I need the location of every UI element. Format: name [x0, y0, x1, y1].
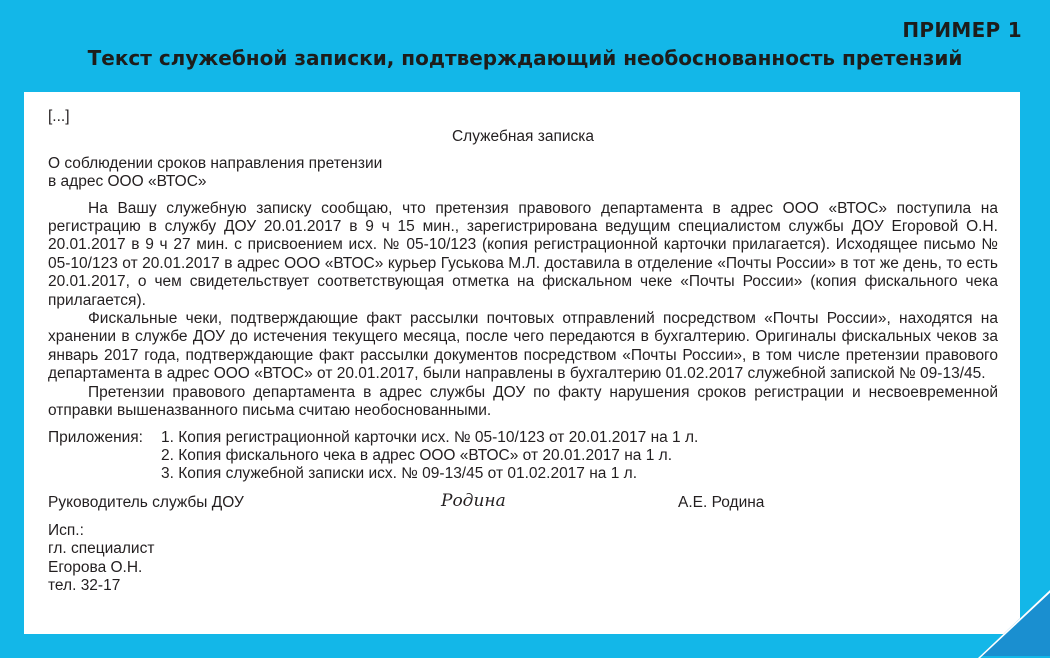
memo-paragraph: Претензии правового департамента в адрес службы ДОУ по факту нарушения сроков регистрации и несвоевременной отправки вышеназванного письма считаю необоснованными.	[48, 383, 998, 420]
signer-role: Руководитель службы ДОУ	[48, 493, 244, 511]
attachment-item: 3. Копия служебной записки исх. № 09-13/45 от 01.02.2017 на 1 л.	[161, 465, 637, 483]
handwritten-signature: Родина	[441, 490, 506, 511]
executor-position: гл. специалист	[48, 540, 155, 558]
example-label: ПРИМЕР 1	[902, 18, 1022, 42]
memo-subject-line: в адрес ООО «ВТОС»	[48, 173, 207, 191]
attachment-item: 1. Копия регистрационной карточки исх. № 05-10/123 от 20.01.2017 на 1 л.	[161, 428, 699, 446]
signer-name: А.Е. Родина	[678, 493, 765, 511]
executor-phone: тел. 32-17	[48, 576, 121, 594]
memo-title: Служебная записка	[451, 128, 594, 146]
attachments-list	[48, 429, 998, 447]
signature-block	[48, 492, 998, 514]
example-caption: Текст служебной записки, подтверждающий необоснованность претензий	[87, 46, 963, 70]
memo-subject-line: О соблюдении сроков направления претензии	[48, 154, 383, 172]
memo-paragraph: Фискальные чеки, подтверждающие факт рассылки почтовых отправлений посредством «Почты России», находятся на хранении в службе ДОУ до истечения текущего месяца, после чего передаются в бухгалтерию. Оригиналы фискальных чеков за январь 2017 года, подтверждающие факт рассылки документов посредством «Почты России», в том числе претензии правового департамента в адрес ООО «ВТОС» от 20.01.2017, были направлены в бухгалтерию 01.02.2017 служебной запиской № 09-13/45.	[48, 310, 998, 383]
memo-document	[48, 108, 998, 595]
executor-label: Исп.:	[48, 521, 84, 539]
memo-paragraph: На Вашу служебную записку сообщаю, что претензия правового департамента в адрес ООО «ВТОС» поступила на регистрацию в службу ДОУ 20.01.2017 в 9 ч 15 мин., зарегистрирована ведущим специалистом службы ДОУ Егоровой О.Н. 20.01.2017 в 9 ч 27 мин. с присвоением исх. № 05-10/123 (копия регистрационной карточки прилагается). Исходящее письмо № 05-10/123 от 20.01.2017 в адрес ООО «ВТОС» курьер Гуськова М.Л. доставила в отделение «Почты России» в тот же день, то есть 20.01.2017, о чем свидетельствует соответствующая отметка на фискальном чеке «Почты России» (копия фискального чека прилагается).	[48, 199, 998, 309]
executor-name: Егорова О.Н.	[48, 558, 143, 576]
omission-mark: [...]	[48, 108, 70, 125]
attachment-item: 2. Копия фискального чека в адрес ООО «ВТОС» от 20.01.2017 на 1 л.	[161, 446, 673, 464]
attachments-label: Приложения:	[48, 428, 143, 446]
